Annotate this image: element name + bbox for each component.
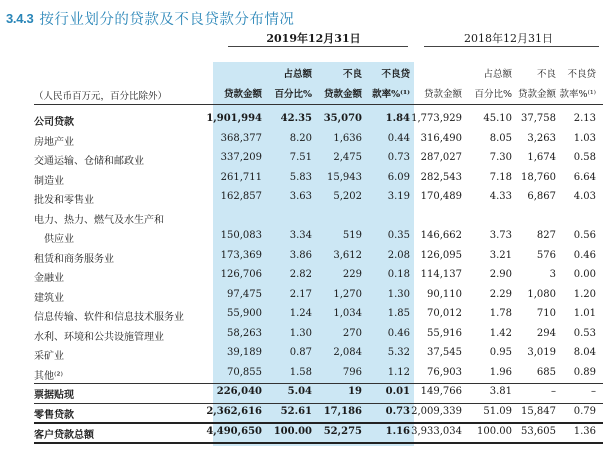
table-row <box>34 131 603 149</box>
table-cell: 90,110 <box>427 289 462 300</box>
table-cell: 261,711 <box>220 172 262 183</box>
table-cell: 1,901,994 <box>206 113 262 124</box>
table-row <box>34 267 603 285</box>
column-header-bottom: 款率%⁽¹⁾ <box>559 89 596 100</box>
table-cell: 4.33 <box>489 191 512 202</box>
table-cell: 3,933,034 <box>411 426 462 437</box>
table-cell: 42.35 <box>280 113 312 124</box>
column-header-top: 不良 <box>342 69 362 80</box>
table-cell: 5,202 <box>333 191 362 202</box>
row-label: 公司贷款 <box>34 117 74 128</box>
table-cell: 7.30 <box>489 152 512 163</box>
row-label: 票据贴现 <box>34 390 74 401</box>
table-cell: 1.03 <box>573 133 596 144</box>
table-cell: 1.36 <box>573 426 596 437</box>
table-cell: 3.21 <box>489 250 512 261</box>
column-header-bottom: 贷款金额 <box>423 89 462 100</box>
table-cell: 1.12 <box>387 367 410 378</box>
table-cell: 1.20 <box>573 289 596 300</box>
year-current-rule <box>228 46 408 47</box>
table-cell: 4,490,650 <box>206 426 262 437</box>
table-cell: 576 <box>536 250 556 261</box>
table-cell: 1.01 <box>573 308 596 319</box>
table-row <box>34 306 603 324</box>
table-cell: 8.04 <box>573 347 596 358</box>
table-cell: 0.95 <box>489 347 512 358</box>
table-cell: 5.04 <box>287 386 312 397</box>
table-row <box>34 170 603 188</box>
table-cell: 6.09 <box>387 172 410 183</box>
row-label: 房地产业 <box>34 137 74 148</box>
year-prior-rule <box>424 46 599 47</box>
table-cell: 70,012 <box>427 308 462 319</box>
table-row <box>34 424 603 442</box>
section-number: 3.4.3 <box>6 10 34 26</box>
column-header-top: 不良贷 <box>567 69 596 80</box>
table-cell: 827 <box>536 230 556 241</box>
table-row <box>34 111 603 129</box>
table-cell: 2.29 <box>489 289 512 300</box>
table-cell: 1.30 <box>289 328 312 339</box>
table-cell: 1.42 <box>489 328 512 339</box>
section-title <box>6 6 294 30</box>
unit-note: （人民币百万元，百分比除外） <box>34 91 168 102</box>
table-cell: 173,369 <box>220 250 262 261</box>
table-row <box>34 384 603 402</box>
column-header-bottom: 贷款金额 <box>323 89 362 100</box>
table-cell: 150,083 <box>220 230 262 241</box>
table-cell: 19 <box>348 386 362 397</box>
table-cell: 3,612 <box>333 250 362 261</box>
column-header-top: 占总额 <box>483 69 512 80</box>
column-header-bottom: 款率%⁽¹⁾ <box>372 89 410 100</box>
table-cell: 0.58 <box>573 152 596 163</box>
table-cell: 2.17 <box>289 289 312 300</box>
row-label: 租赁和商务服务业 <box>34 254 114 265</box>
column-header-bottom: 贷款金额 <box>223 89 262 100</box>
table-cell: 53,605 <box>521 426 556 437</box>
table-cell: 3.73 <box>489 230 512 241</box>
table-row <box>34 189 603 207</box>
table-cell: 70,855 <box>227 367 262 378</box>
table-row <box>34 287 603 305</box>
row-label: 采矿业 <box>34 351 64 362</box>
row-label: 水利、环境和公共设施管理业 <box>34 332 164 343</box>
row-label: 供应业 <box>34 234 74 245</box>
header-rule <box>34 104 603 105</box>
table-row <box>34 345 603 363</box>
table-cell: 0.01 <box>385 386 410 397</box>
table-cell: 52,275 <box>323 426 362 437</box>
table-cell: 1,080 <box>527 289 556 300</box>
table-cell: 5.32 <box>387 347 410 358</box>
table-cell: 18,760 <box>521 172 556 183</box>
table-cell: 3,263 <box>527 133 556 144</box>
table-cell: 1,034 <box>333 308 362 319</box>
table-cell: 1.96 <box>489 367 512 378</box>
table-cell: 1,674 <box>527 152 556 163</box>
table-cell: 294 <box>536 328 556 339</box>
table-cell: 15,943 <box>327 172 362 183</box>
table-cell: 100.00 <box>477 426 512 437</box>
table-cell: 8.05 <box>489 133 512 144</box>
column-header-top: 不良贷 <box>381 69 410 80</box>
column-header-bottom: 百分比% <box>274 89 312 100</box>
table-cell: 796 <box>342 367 362 378</box>
table-cell: 0.44 <box>387 133 410 144</box>
table-cell: 0.79 <box>573 406 596 417</box>
table-cell: 1.16 <box>385 426 410 437</box>
table-cell: 35,070 <box>323 113 362 124</box>
table-cell: 170,489 <box>420 191 462 202</box>
rule-before-bill-discount <box>34 383 603 384</box>
table-row <box>34 150 603 168</box>
section-heading: 按行业划分的贷款及不良贷款分布情况 <box>39 11 295 28</box>
row-label: 信息传输、软件和信息技术服务业 <box>34 312 184 323</box>
table-cell: 270 <box>342 328 362 339</box>
table-cell: 282,543 <box>420 172 462 183</box>
table-cell: 3.19 <box>387 191 410 202</box>
table-row <box>34 248 603 266</box>
row-label: 客户贷款总额 <box>34 430 94 441</box>
table-cell: 0.87 <box>289 347 312 358</box>
table-cell: 2.90 <box>489 269 512 280</box>
column-header-bottom: 百分比% <box>474 89 512 100</box>
rule-bottom <box>34 442 603 444</box>
table-cell: 149,766 <box>420 386 462 397</box>
table-cell: 126,095 <box>420 250 462 261</box>
table-cell: 37,758 <box>521 113 556 124</box>
table-cell: 37,545 <box>427 347 462 358</box>
table-cell: 0.73 <box>387 152 410 163</box>
table-cell: 519 <box>342 230 362 241</box>
row-label: 零售贷款 <box>34 410 74 421</box>
column-header-top: 占总额 <box>283 69 312 80</box>
table-cell: 287,027 <box>420 152 462 163</box>
table-cell: 3 <box>549 269 556 280</box>
table-cell: 0.56 <box>573 230 596 241</box>
table-cell: 55,900 <box>227 308 262 319</box>
rule-before-total <box>34 422 603 424</box>
table-cell: 1.85 <box>387 308 410 319</box>
table-cell: 2,084 <box>333 347 362 358</box>
row-label: 其他⁽²⁾ <box>34 371 63 382</box>
table-cell: 2,009,339 <box>411 406 462 417</box>
table-cell: 3.81 <box>489 386 512 397</box>
table-cell: 1.84 <box>385 113 410 124</box>
table-cell: 368,377 <box>220 133 262 144</box>
table-cell: 0.46 <box>573 250 596 261</box>
table-cell: 0.89 <box>573 367 596 378</box>
table-cell: 226,040 <box>216 386 262 397</box>
table-cell: 7.51 <box>289 152 312 163</box>
table-cell: 0.35 <box>387 230 410 241</box>
table-cell: 710 <box>536 308 556 319</box>
table-cell: 126,706 <box>220 269 262 280</box>
year-current-header: 2019年12月31日 <box>266 32 361 45</box>
table-row <box>34 404 603 422</box>
table-cell: 45.10 <box>483 113 512 124</box>
table-cell: 17,186 <box>323 406 362 417</box>
table-cell: 337,209 <box>220 152 262 163</box>
row-label: 交通运输、仓储和邮政业 <box>34 156 144 167</box>
table-cell: 2,475 <box>333 152 362 163</box>
table-cell: 0.18 <box>387 269 410 280</box>
table-cell: 2,362,616 <box>206 406 262 417</box>
table-cell: 316,490 <box>420 133 462 144</box>
column-header-bottom: 贷款金额 <box>517 89 556 100</box>
table-cell: 0.46 <box>387 328 410 339</box>
row-label: 批发和零售业 <box>34 195 94 206</box>
table-cell: 58,263 <box>227 328 262 339</box>
table-cell: 1,636 <box>333 133 362 144</box>
table-row <box>34 228 603 246</box>
table-cell: 7.18 <box>489 172 512 183</box>
table-row <box>34 365 603 383</box>
table-cell: 0.53 <box>573 328 596 339</box>
table-cell: 4.03 <box>573 191 596 202</box>
column-header-top: 不良 <box>536 69 556 80</box>
table-cell: 0.73 <box>385 406 410 417</box>
table-cell: 2.13 <box>573 113 596 124</box>
table-cell: 55,916 <box>427 328 462 339</box>
table-cell: 6,867 <box>527 191 556 202</box>
table-cell: 3.86 <box>289 250 312 261</box>
table-cell: 39,189 <box>227 347 262 358</box>
row-label: 建筑业 <box>34 293 64 304</box>
table-cell: 52.61 <box>280 406 312 417</box>
table-cell: 8.20 <box>289 133 312 144</box>
table-cell: 76,903 <box>427 367 462 378</box>
row-label: 电力、热力、燃气及水生产和 <box>34 215 164 226</box>
table-cell: 1.58 <box>289 367 312 378</box>
table-cell: 0.00 <box>573 269 596 280</box>
table-cell: 15,847 <box>521 406 556 417</box>
table-cell: – <box>551 386 556 397</box>
row-label: 金融业 <box>34 273 64 284</box>
row-label: 制造业 <box>34 176 64 187</box>
table-cell: 1.30 <box>387 289 410 300</box>
table-cell: 5.83 <box>289 172 312 183</box>
table-cell: 97,475 <box>227 289 262 300</box>
table-row <box>34 209 603 227</box>
table-cell: 3,019 <box>527 347 556 358</box>
table-cell: 6.64 <box>573 172 596 183</box>
table-cell: 51.09 <box>483 406 512 417</box>
table-cell: 229 <box>342 269 362 280</box>
table-cell: 3.63 <box>289 191 312 202</box>
table-cell: 2.82 <box>289 269 312 280</box>
table-cell: 3.34 <box>289 230 312 241</box>
table-cell: 1,773,929 <box>411 113 462 124</box>
table-row <box>34 326 603 344</box>
table-cell: 100.00 <box>273 426 312 437</box>
table-cell: – <box>591 386 596 397</box>
table-cell: 685 <box>536 367 556 378</box>
rule-before-retail <box>34 403 603 404</box>
table-cell: 1.24 <box>289 308 312 319</box>
table-cell: 162,857 <box>220 191 262 202</box>
table-cell: 2.08 <box>387 250 410 261</box>
year-prior-header: 2018年12月31日 <box>464 32 553 45</box>
table-cell: 1.78 <box>489 308 512 319</box>
table-cell: 1,270 <box>333 289 362 300</box>
table-cell: 114,137 <box>420 269 462 280</box>
table-cell: 146,662 <box>420 230 462 241</box>
